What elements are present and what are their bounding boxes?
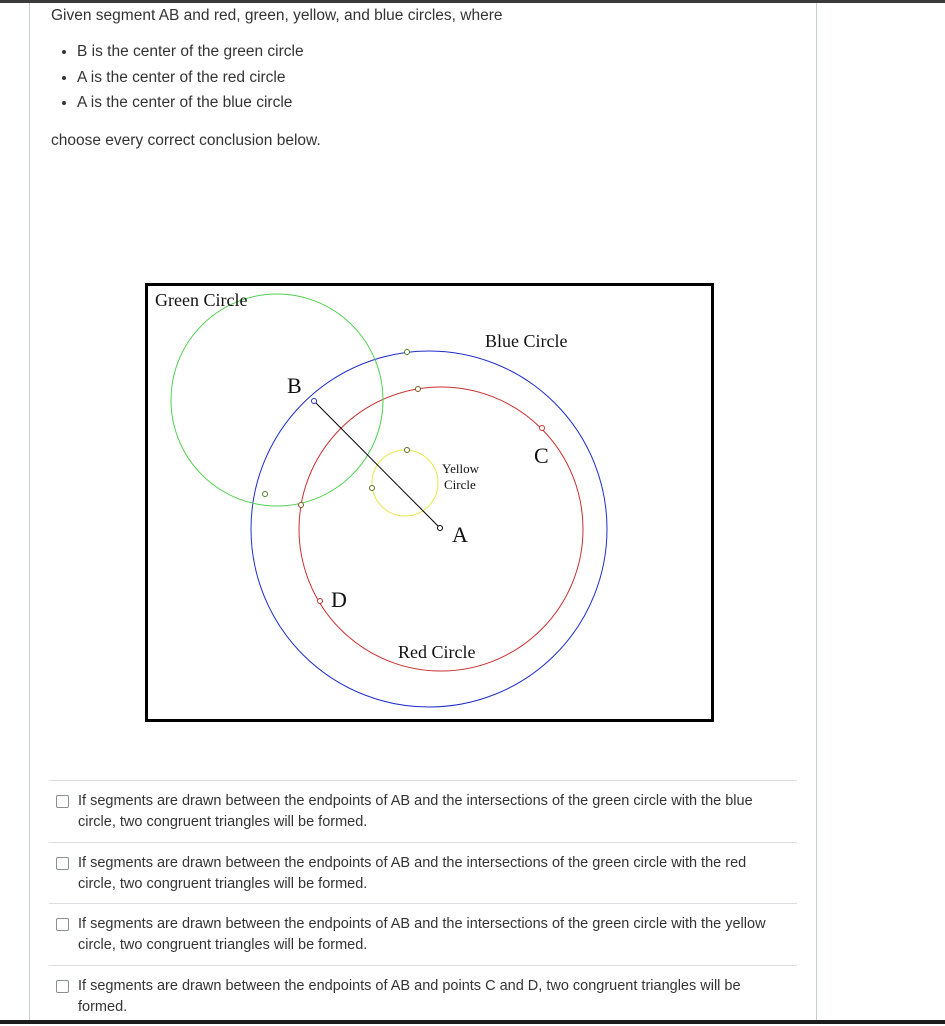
circle-diagram	[145, 283, 715, 723]
answer-choices	[49, 780, 797, 1026]
question-prompt: choose every correct conclusion below.	[51, 130, 502, 152]
given-item: • B is the center of the green circle	[77, 39, 502, 65]
intersection-marker	[299, 503, 304, 508]
answer-text: If segments are drawn between the endpoints of AB and points C and D, two congruent triangles will be formed.	[78, 978, 741, 1015]
intersection-marker	[263, 492, 268, 497]
geometry-figure	[145, 283, 715, 723]
given-item: • A is the center of the blue circle	[77, 90, 502, 116]
given-item: • A is the center of the red circle	[77, 65, 502, 91]
bottom-border	[0, 1020, 945, 1024]
point-d-label: D	[331, 587, 347, 612]
point-b-marker	[312, 399, 317, 404]
answer-option[interactable]	[49, 903, 797, 965]
answer-checkbox[interactable]	[56, 795, 69, 808]
point-a-marker	[438, 526, 443, 531]
green-circle-label: Green Circle	[155, 290, 247, 310]
intersection-marker	[370, 486, 375, 491]
blue-circle-label: Blue Circle	[485, 331, 567, 351]
yellow-circle-label: Yellow	[442, 461, 480, 476]
red-circle-label: Red Circle	[398, 642, 475, 662]
question-text	[51, 5, 502, 152]
yellow-circle-label: Circle	[444, 477, 476, 492]
point-c-label: C	[534, 443, 549, 468]
point-a-label: A	[452, 522, 468, 547]
intersection-marker	[405, 350, 410, 355]
given-list	[51, 39, 502, 116]
answer-option[interactable]	[49, 842, 797, 904]
question-intro: Given segment AB and red, green, yellow, and blue circles, where	[51, 5, 502, 27]
answer-option[interactable]	[49, 780, 797, 842]
answer-option[interactable]	[49, 965, 797, 1026]
answer-text: If segments are drawn between the endpoints of AB and the intersections of the green circle with the red circle, two congruent triangles will be formed.	[78, 855, 746, 892]
point-d-marker	[318, 599, 323, 604]
answer-checkbox[interactable]	[56, 980, 69, 993]
answer-text: If segments are drawn between the endpoints of AB and the intersections of the green circle with the yellow circle, two congruent triangles will be formed.	[78, 916, 766, 953]
point-b-label: B	[287, 373, 302, 398]
answer-checkbox[interactable]	[56, 857, 69, 870]
answer-checkbox[interactable]	[56, 918, 69, 931]
answer-text: If segments are drawn between the endpoints of AB and the intersections of the green circle with the blue circle, two congruent triangles will be formed.	[78, 793, 753, 830]
intersection-marker	[416, 387, 421, 392]
intersection-marker	[405, 448, 410, 453]
point-c-marker	[540, 426, 545, 431]
